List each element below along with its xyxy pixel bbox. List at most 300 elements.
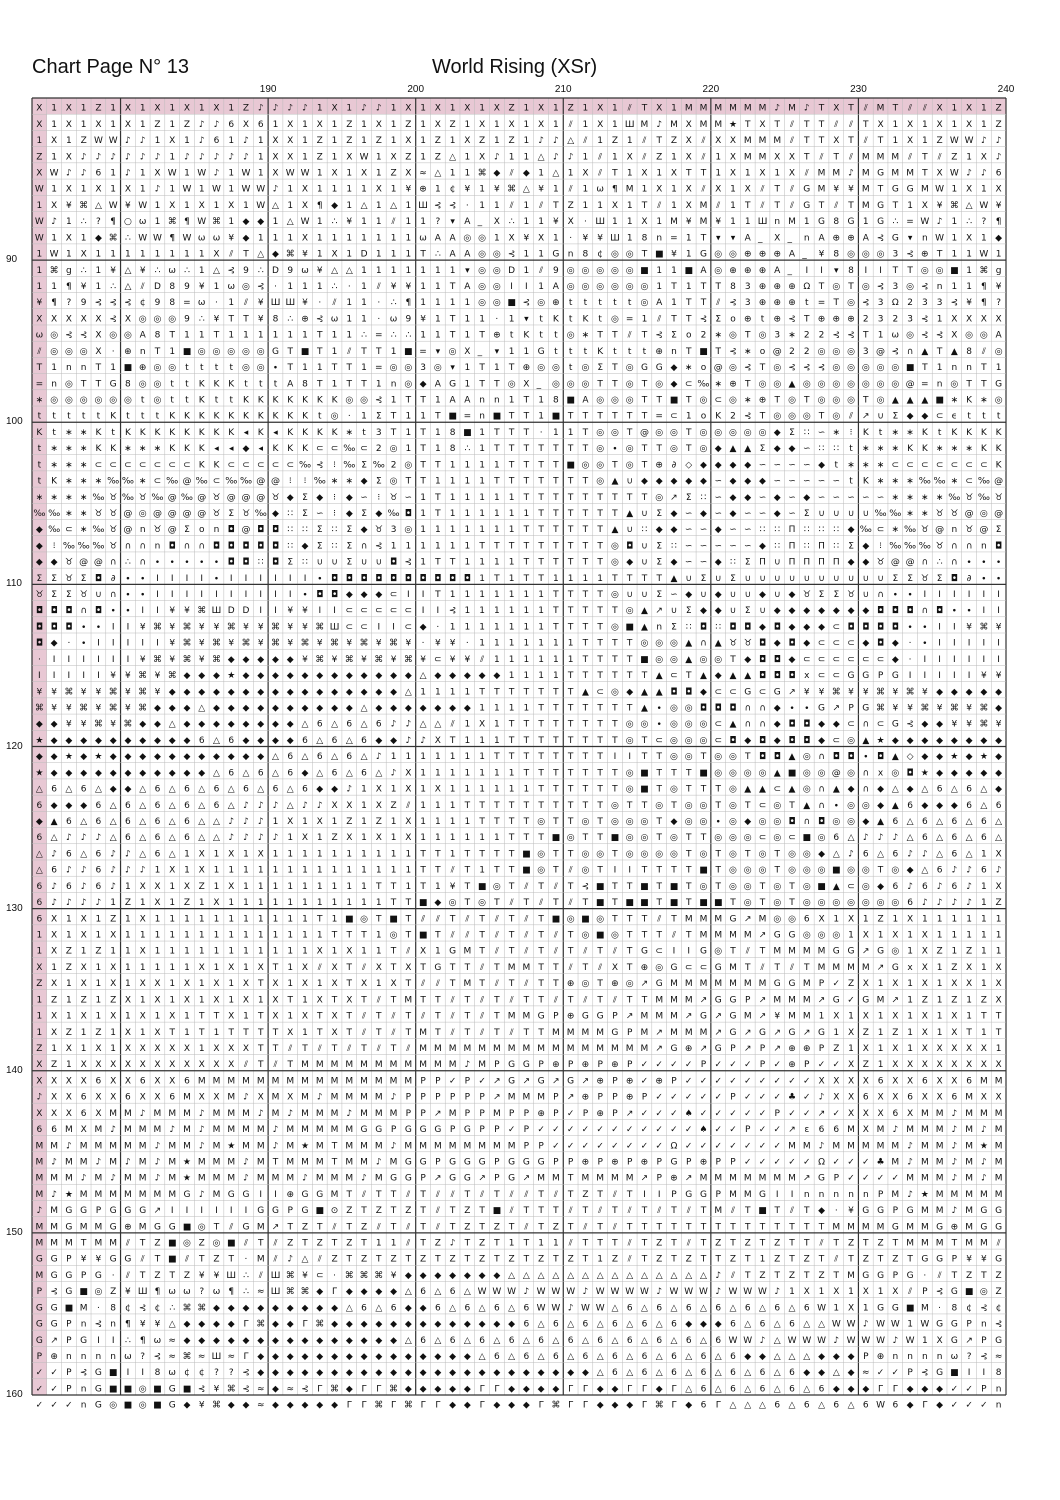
chart-cell: 1 [155,201,161,211]
chart-cell: ↗ [641,979,649,989]
chart-cell: ∪ [774,558,781,568]
chart-cell: G [848,671,855,681]
chart-cell: ◎ [729,785,737,795]
chart-cell: ⫽ [789,136,794,146]
chart-cell: ♪ [258,833,264,843]
chart-cell: ◆ [316,1287,323,1297]
chart-cell: M [213,1076,221,1086]
chart-cell: ♪ [258,817,264,827]
chart-cell: · [348,282,351,292]
chart-cell: 6 [96,169,102,179]
chart-cell: X [331,250,337,260]
chart-cell: 1 [907,930,913,940]
chart-cell: I [437,606,440,616]
chart-cell: T [596,833,603,843]
chart-cell: X [597,120,603,130]
chart-cell: T [464,1028,471,1038]
chart-cell: 1 [405,444,411,454]
chart-cell: ∙ [125,606,131,616]
chart-cell: ∪ [331,558,338,568]
chart-cell: ∷ [833,525,839,535]
chart-cell: △ [110,817,117,827]
chart-cell: ∷ [302,558,308,568]
chart-cell: ∗ [951,477,959,487]
chart-cell: ♪ [317,801,323,811]
chart-cell: ¥ [981,671,987,681]
chart-cell: ⊰ [788,363,796,373]
chart-cell: P [420,1174,426,1184]
chart-cell: X [361,979,367,989]
chart-cell: M [773,947,781,957]
chart-cell: Σ [789,428,795,438]
chart-cell: M [50,1206,58,1216]
chart-cell: ◎ [714,655,722,665]
chart-cell: ω [419,233,427,243]
chart-cell: Σ [907,574,913,584]
chart-cell: ◆ [169,752,176,762]
chart-cell: T [611,606,618,616]
chart-cell: G [641,947,648,957]
chart-cell: Z [981,995,987,1005]
chart-cell: K [169,428,176,438]
chart-cell: ◎ [463,233,471,243]
chart-cell: Σ [996,525,1002,535]
chart-cell: ◆ [523,169,530,179]
chart-cell: Z [863,1255,869,1265]
chart-cell: M [331,1125,339,1135]
chart-cell: M [301,1109,309,1119]
chart-cell: G [700,250,707,260]
chart-cell: ↗ [759,930,767,940]
chart-cell: X [95,347,101,357]
chart-cell: T [478,541,485,551]
chart-cell: Z [951,963,957,973]
chart-cell: 6 [184,817,190,827]
chart-cell: G [139,1206,146,1216]
chart-cell: G [877,1271,884,1281]
chart-cell: 1 [391,752,397,762]
chart-cell: T [921,152,928,162]
chart-cell: I [68,655,71,665]
chart-cell: M [700,930,708,940]
chart-cell: X [302,979,308,989]
chart-cell: 1 [450,768,456,778]
chart-cell: ∗ [744,395,752,405]
chart-cell: ■ [404,347,413,357]
chart-cell: 1 [273,217,279,227]
chart-cell: Π [833,558,840,568]
chart-cell: T [390,1222,397,1232]
chart-cell: G [124,1255,131,1265]
chart-cell: △ [656,1271,663,1281]
chart-cell: 1 [907,1028,913,1038]
chart-cell: G [242,1222,249,1232]
chart-cell: I [422,606,425,616]
chart-cell: X [996,963,1002,973]
chart-cell: Σ [686,606,692,616]
chart-cell: ⫽ [671,930,676,940]
chart-cell: ∽ [405,493,413,503]
chart-cell: 1 [671,298,677,308]
chart-cell: T [611,736,618,746]
chart-cell: ▲ [892,801,899,811]
chart-cell: T [552,444,559,454]
chart-cell: X [538,233,544,243]
chart-cell: I [274,574,277,584]
chart-cell: Z [110,995,116,1005]
chart-cell: 1 [287,185,293,195]
chart-cell: 1 [420,152,426,162]
chart-cell: ⊕ [670,1174,678,1184]
chart-cell: ▲ [685,655,692,665]
chart-cell: X [140,1060,146,1070]
chart-cell: I [997,655,1000,665]
chart-cell: o [199,525,205,535]
chart-cell: M [316,1076,324,1086]
chart-cell: ■ [493,412,502,422]
chart-cell: ¥ [450,655,456,665]
chart-cell: M [80,1190,88,1200]
chart-cell: ↗ [892,995,900,1005]
chart-cell: ◆ [803,622,810,632]
chart-cell: ∗ [80,477,88,487]
chart-cell: ∽ [847,493,855,503]
chart-cell: T [626,671,633,681]
chart-cell: ◎ [257,363,265,373]
chart-cell: ◆ [65,736,72,746]
chart-cell: Z [951,995,957,1005]
chart-cell: ⊰ [980,1303,988,1313]
chart-cell: ⊰ [109,298,117,308]
chart-cell: △ [302,1255,309,1265]
chart-cell: M [862,169,870,179]
chart-cell: M [670,995,678,1005]
chart-cell: ■ [640,768,649,778]
chart-cell: ⊰ [375,395,383,405]
chart-cell: 1 [37,1028,43,1038]
chart-cell: T [331,363,338,373]
chart-cell: ⫽ [863,104,868,114]
chart-cell: M [803,1012,811,1022]
chart-cell: ◆ [980,768,987,778]
chart-cell: T [419,849,426,859]
chart-cell: T [626,704,633,714]
chart-cell: 1 [464,169,470,179]
chart-cell: ◎ [626,768,634,778]
chart-cell: K [199,379,206,389]
chart-cell: M [508,1044,516,1054]
chart-cell: ◎ [862,250,870,260]
chart-cell: ◆ [730,509,737,519]
chart-cell: t [598,298,602,308]
chart-cell: ◘ [936,606,943,616]
chart-cell: 1 [966,995,972,1005]
chart-cell: 6 [907,801,913,811]
chart-cell: @ [227,493,236,503]
chart-cell: 1 [125,1012,131,1022]
chart-cell: ⊰ [803,363,811,373]
chart-cell: ◎ [611,817,619,827]
chart-cell: 2 [804,331,810,341]
chart-cell: X [833,1093,839,1103]
chart-cell: ∪ [626,525,633,535]
chart-cell: ◘ [51,622,58,632]
chart-cell: T [685,882,692,892]
chart-cell: G [405,1174,412,1184]
chart-cell: X [51,930,57,940]
chart-cell: T [582,639,589,649]
chart-cell: 1 [583,201,589,211]
chart-cell: G [995,1206,1002,1216]
chart-cell: M [478,1141,486,1151]
chart-cell: T [567,558,574,568]
chart-cell: G [51,1303,58,1313]
chart-cell: T [168,1028,175,1038]
chart-cell: ▲ [951,347,958,357]
chart-cell: ∷ [804,525,810,535]
chart-cell: Z [656,1255,662,1265]
chart-cell: ◆ [243,655,250,665]
chart-cell: M [670,120,678,130]
chart-cell: △ [966,833,973,843]
chart-cell: ⫽ [405,947,410,957]
chart-cell: ◘ [892,622,899,632]
chart-cell: ⫽ [523,914,528,924]
chart-cell: T [464,849,471,859]
chart-cell: 1 [450,541,456,551]
chart-cell: 1 [509,509,515,519]
chart-cell: ⫽ [125,1271,130,1281]
chart-cell: T [582,428,589,438]
chart-cell: ∪ [715,574,722,584]
chart-cell: T [493,444,500,454]
chart-cell: A [450,250,457,260]
chart-cell: X [376,185,382,195]
chart-cell: P [524,1109,530,1119]
chart-cell: 1 [524,785,530,795]
chart-cell: A [464,282,471,292]
chart-cell: ⊕ [759,282,767,292]
chart-cell: X [184,1044,190,1054]
chart-cell: ⊰ [227,266,235,276]
chart-cell: ♪ [361,1174,367,1184]
chart-cell: ◎ [818,898,826,908]
chart-cell: T [552,785,559,795]
chart-cell: ⊂ [685,963,693,973]
chart-cell: G [774,687,781,697]
chart-cell: 1 [199,185,205,195]
chart-cell: 1 [258,866,264,876]
chart-cell: ◎ [685,704,693,714]
chart-cell: ∽ [862,493,870,503]
chart-cell: K [110,412,117,422]
chart-cell: 1 [420,833,426,843]
chart-cell: ‰ [373,460,385,470]
chart-cell: ◆ [287,1320,294,1330]
chart-cell: ⊰ [405,558,413,568]
chart-cell: M [759,914,767,924]
chart-cell: T [331,995,338,1005]
chart-cell: T [508,930,515,940]
chart-cell: 6 [37,898,43,908]
chart-cell: ↗ [833,704,841,714]
chart-cell: X [287,1093,293,1103]
chart-cell: 1 [450,622,456,632]
chart-cell: ◆ [257,752,264,762]
chart-cell: T [685,298,692,308]
chart-cell: Z [51,1060,57,1070]
chart-cell: △ [420,720,427,730]
chart-cell: ¶ [405,298,411,308]
chart-cell: X [877,120,883,130]
chart-cell: ◎ [183,1239,191,1249]
chart-cell: I [186,590,189,600]
chart-cell: X [95,1044,101,1054]
chart-cell: ⊕ [567,979,575,989]
chart-cell: T [493,428,500,438]
chart-cell: ◎ [729,428,737,438]
chart-cell: △ [552,169,559,179]
chart-cell: ■ [714,898,723,908]
chart-cell: ¥ [966,704,972,714]
chart-cell: X [361,169,367,179]
chart-cell: ¥ [125,704,131,714]
chart-cell: ≈ [257,1287,265,1297]
chart-cell: 1 [258,882,264,892]
chart-cell: M [936,1206,944,1216]
chart-cell: ⊕ [124,347,132,357]
chart-cell: ∴ [110,282,116,292]
chart-cell: ¥ [819,687,825,697]
chart-cell: ◘ [36,606,43,616]
chart-cell: ◆ [228,655,235,665]
chart-cell: 6 [317,720,323,730]
chart-cell: X [154,898,160,908]
chart-cell: M [626,1044,634,1054]
chart-cell: ◆ [803,606,810,616]
chart-cell: M [286,1125,294,1135]
chart-cell: T [552,525,559,535]
chart-cell: 9 [81,298,87,308]
chart-cell: ◎ [700,428,708,438]
chart-cell: ⊰ [124,298,132,308]
chart-cell: M [257,1125,265,1135]
chart-cell: 1 [258,136,264,146]
chart-cell: ✓ [877,1174,885,1184]
chart-cell: X [258,849,264,859]
chart-cell: 6 [833,833,839,843]
chart-cell: 2 [701,331,707,341]
chart-cell: ♪ [819,1093,825,1103]
chart-cell: T [567,412,574,422]
chart-cell: ∗ [906,493,914,503]
chart-cell: G [818,1028,825,1038]
chart-cell: 1 [509,639,515,649]
chart-cell: 1 [317,849,323,859]
chart-cell: ‰ [919,541,931,551]
chart-cell: 1 [110,1028,116,1038]
chart-cell: T [493,574,500,584]
chart-cell: ¥ [140,266,146,276]
chart-cell: ♪ [819,1141,825,1151]
chart-cell: 1 [37,201,43,211]
chart-cell: 1 [243,930,249,940]
chart-cell: 1 [361,233,367,243]
chart-cell: ■ [640,266,649,276]
chart-cell: 3 [907,314,913,324]
chart-cell: ¢ [996,1303,1002,1313]
chart-cell: M [936,1125,944,1135]
chart-cell: X [848,1028,854,1038]
chart-cell: T [316,1012,323,1022]
chart-cell: 6 [155,833,161,843]
chart-cell: ◆ [907,866,914,876]
chart-cell: T [685,768,692,778]
chart-cell: X [125,120,131,130]
row-number: 120 [6,741,23,752]
chart-cell: ♪ [804,104,810,114]
chart-cell: T [419,250,426,260]
chart-cell: ∽ [803,444,811,454]
chart-cell: ◂ [229,444,234,454]
chart-cell: 1 [199,914,205,924]
chart-cell: X [51,979,57,989]
chart-cell: ⌘ [404,655,413,665]
chart-cell: ✓ [892,1174,900,1184]
chart-cell: M [139,1125,147,1135]
chart-cell: P [878,1190,884,1200]
chart-cell: △ [670,1271,677,1281]
chart-cell: 1 [435,314,441,324]
chart-cell: 1 [848,1044,854,1054]
chart-cell: Z [759,1271,765,1281]
chart-cell: ♪ [656,1287,662,1297]
chart-cell [477,355,483,356]
chart-cell: 8 [833,217,839,227]
chart-cell: ◆ [80,768,87,778]
chart-cell: T [641,736,648,746]
chart-cell: 1 [435,298,441,308]
chart-cell: 3 [892,282,898,292]
chart-cell: T [139,1271,146,1281]
chart-cell: ∗ [50,460,58,470]
chart-cell: △ [331,266,338,276]
chart-cell: I [924,655,927,665]
chart-cell: G [995,379,1002,389]
chart-cell: ∗ [714,379,722,389]
chart-cell: ω [168,266,176,276]
chart-cell: ✓ [788,1157,796,1167]
chart-cell: Z [479,136,485,146]
chart-cell: ◎ [759,379,767,389]
chart-cell: M [655,995,663,1005]
chart-cell: P [597,1093,603,1103]
chart-cell: K [996,428,1003,438]
chart-cell: ⌘ [256,1320,265,1330]
chart-cell: ◎ [596,266,604,276]
chart-cell: P [627,1028,633,1038]
chart-cell: 1 [996,914,1002,924]
chart-cell: M [95,1141,103,1151]
chart-cell: 1 [405,428,411,438]
chart-cell: X [154,1076,160,1086]
chart-cell: 1 [671,152,677,162]
chart-cell: X [996,979,1002,989]
chart-cell: = [464,412,472,422]
chart-cell: t [849,477,853,487]
chart-cell: 1 [524,217,530,227]
chart-cell: n [863,1190,869,1200]
